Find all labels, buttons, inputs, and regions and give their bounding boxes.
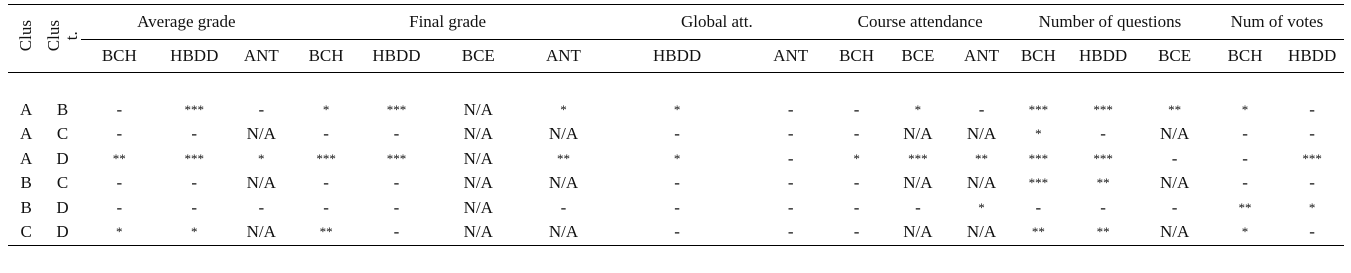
significance-cell: - (674, 173, 680, 193)
significance-cell: ** (1031, 224, 1045, 240)
significance-cell: - (915, 197, 921, 217)
significance-cell: - (787, 173, 794, 193)
cluster-1-header: Clus (8, 5, 44, 73)
significance-cell: N/A (246, 222, 276, 242)
significance-cell: - (1100, 124, 1106, 144)
significance-cell: - (853, 124, 860, 144)
significance-cell: - (787, 99, 794, 119)
group-final-grade: Final grade (292, 5, 603, 40)
significance-cell: - (1242, 124, 1248, 144)
cluster-2-cell: C (56, 124, 69, 144)
group-average-grade: Average grade (81, 5, 292, 40)
significance-table (8, 4, 1344, 246)
significance-cell: - (1309, 173, 1315, 193)
subcol-header: HBDD (170, 46, 219, 65)
subcol-header: BCH (839, 46, 875, 65)
cluster-1-cell: B (20, 173, 32, 193)
cluster-2-header: Clus t. (44, 5, 80, 73)
significance-cell: - (853, 99, 860, 119)
significance-cell: ** (319, 224, 333, 240)
significance-cell: - (853, 222, 860, 242)
group-course-attendance: Course attendance (830, 5, 1010, 40)
significance-cell: - (116, 173, 123, 193)
significance-cell: - (393, 197, 400, 217)
table-row (8, 122, 1344, 147)
significance-cell: - (393, 124, 400, 144)
subcol-header: HBDD (1078, 46, 1128, 65)
significance-cell: N/A (903, 222, 933, 242)
group-global-att: Global att. (603, 5, 830, 40)
significance-cell: *** (908, 150, 928, 166)
significance-cell: * (560, 101, 567, 117)
significance-cell: * (116, 224, 123, 240)
significance-cell: - (1309, 124, 1315, 144)
significance-cell: - (853, 197, 860, 217)
group-number-of-questions: Number of questions (1010, 5, 1210, 40)
significance-cell: N/A (1159, 173, 1190, 193)
significance-cell: * (914, 101, 922, 117)
significance-cell: - (191, 197, 198, 217)
significance-cell: - (1100, 197, 1106, 217)
significance-cell: N/A (463, 148, 493, 168)
significance-cell: ** (975, 150, 989, 166)
subcol-header: BCH (1227, 46, 1263, 65)
significance-cell: - (787, 124, 794, 144)
significance-cell: - (191, 124, 198, 144)
table-row (8, 171, 1344, 196)
significance-cell: * (191, 224, 198, 240)
significance-cell: * (1241, 101, 1249, 117)
significance-cell: N/A (1159, 222, 1190, 242)
cluster-1-cell: A (20, 148, 33, 168)
significance-cell: * (673, 150, 681, 166)
significance-cell: - (191, 173, 198, 193)
significance-cell: * (1308, 199, 1316, 215)
table-row (8, 220, 1344, 245)
table-row (8, 98, 1344, 123)
significance-cell: ** (1238, 199, 1252, 215)
subcol-header: ANT (545, 46, 581, 65)
significance-cell: ** (556, 150, 570, 166)
cluster-1-cell: B (20, 197, 32, 217)
significance-cell: *** (316, 150, 336, 166)
subcol-header: ANT (773, 46, 809, 65)
significance-cell: - (1309, 99, 1315, 119)
significance-cell: N/A (548, 124, 579, 144)
subcol-header: HBDD (372, 46, 421, 65)
significance-cell: *** (1093, 150, 1113, 166)
significance-cell: * (853, 150, 860, 166)
significance-cell: * (322, 101, 330, 117)
significance-cell: N/A (463, 222, 493, 242)
significance-cell: *** (1028, 101, 1049, 117)
subcol-header: HBDD (652, 46, 702, 65)
significance-cell: *** (386, 101, 407, 117)
significance-cell: *** (1093, 101, 1113, 117)
significance-cell: - (787, 197, 794, 217)
table-body (8, 73, 1344, 246)
significance-cell: * (1241, 224, 1249, 240)
subcol-header: BCE (901, 46, 935, 65)
subcol-header: ANT (964, 46, 999, 65)
table-row (8, 196, 1344, 221)
significance-cell: * (1035, 126, 1042, 142)
significance-cell: N/A (1159, 124, 1190, 144)
significance-cell: ** (112, 150, 126, 166)
cluster-2-cell: D (56, 148, 69, 168)
significance-cell: * (978, 199, 985, 215)
significance-cell: N/A (966, 173, 997, 193)
significance-cell: - (853, 173, 860, 193)
significance-cell: - (393, 222, 400, 242)
significance-cell: - (787, 222, 794, 242)
subcolumn-header-row (8, 40, 1344, 73)
significance-cell: - (1242, 148, 1248, 168)
cluster-2-cell: B (56, 99, 69, 119)
cluster-2-cell: C (56, 173, 69, 193)
significance-cell: - (116, 124, 123, 144)
significance-cell: - (116, 99, 123, 119)
significance-cell: N/A (966, 222, 997, 242)
significance-cell: *** (1302, 150, 1322, 166)
significance-cell: N/A (246, 173, 276, 193)
significance-cell: - (560, 197, 567, 217)
significance-cell: N/A (463, 173, 493, 193)
significance-cell: - (674, 124, 680, 144)
significance-cell: ** (1096, 175, 1110, 191)
significance-cell: *** (1028, 150, 1049, 166)
significance-cell: - (674, 197, 680, 217)
group-header-row (8, 5, 1344, 40)
significance-cell: N/A (463, 99, 493, 119)
subcol-header: BCE (461, 46, 495, 65)
subcol-header: BCH (101, 46, 137, 65)
significance-cell: - (323, 124, 329, 144)
significance-cell: - (1171, 148, 1178, 168)
significance-cell: - (393, 173, 400, 193)
significance-cell: *** (1028, 175, 1049, 191)
cluster-1-cell: A (20, 124, 33, 144)
significance-cell: - (323, 197, 329, 217)
subcol-header: BCE (1158, 46, 1192, 65)
significance-cell: - (258, 99, 265, 119)
significance-cell: N/A (903, 173, 933, 193)
significance-cell: *** (184, 150, 205, 166)
cluster-1-cell: A (20, 99, 33, 119)
subcol-header: HBDD (1288, 46, 1337, 65)
significance-cell: - (1309, 222, 1315, 242)
significance-cell: - (787, 148, 794, 168)
subcol-header: BCH (308, 46, 344, 65)
cluster-2-cell: D (56, 197, 69, 217)
significance-cell: - (1171, 197, 1178, 217)
significance-cell: - (116, 197, 123, 217)
significance-cell: N/A (548, 222, 579, 242)
significance-cell: - (978, 99, 985, 119)
significance-cell: - (1035, 197, 1042, 217)
significance-cell: *** (184, 101, 205, 117)
significance-cell: N/A (463, 197, 493, 217)
significance-cell: N/A (246, 124, 276, 144)
significance-cell: - (323, 173, 329, 193)
significance-cell: ** (1096, 224, 1110, 240)
cluster-1-cell: C (20, 222, 32, 242)
significance-cell: - (258, 197, 265, 217)
significance-cell: N/A (548, 173, 579, 193)
significance-cell: N/A (463, 124, 493, 144)
significance-cell: * (258, 150, 265, 166)
group-num-of-votes: Num of votes (1210, 5, 1344, 40)
significance-cell: N/A (966, 124, 997, 144)
significance-cell: N/A (903, 124, 933, 144)
subcol-header: BCH (1020, 46, 1056, 65)
significance-cell: ** (1168, 101, 1182, 117)
significance-cell: *** (386, 150, 407, 166)
table-row (8, 147, 1344, 172)
subcol-header: ANT (243, 46, 279, 65)
significance-cell: - (674, 222, 680, 242)
cluster-2-cell: D (56, 222, 69, 242)
spacer-row (8, 73, 1344, 98)
significance-cell: - (1242, 173, 1248, 193)
significance-cell: * (673, 101, 681, 117)
